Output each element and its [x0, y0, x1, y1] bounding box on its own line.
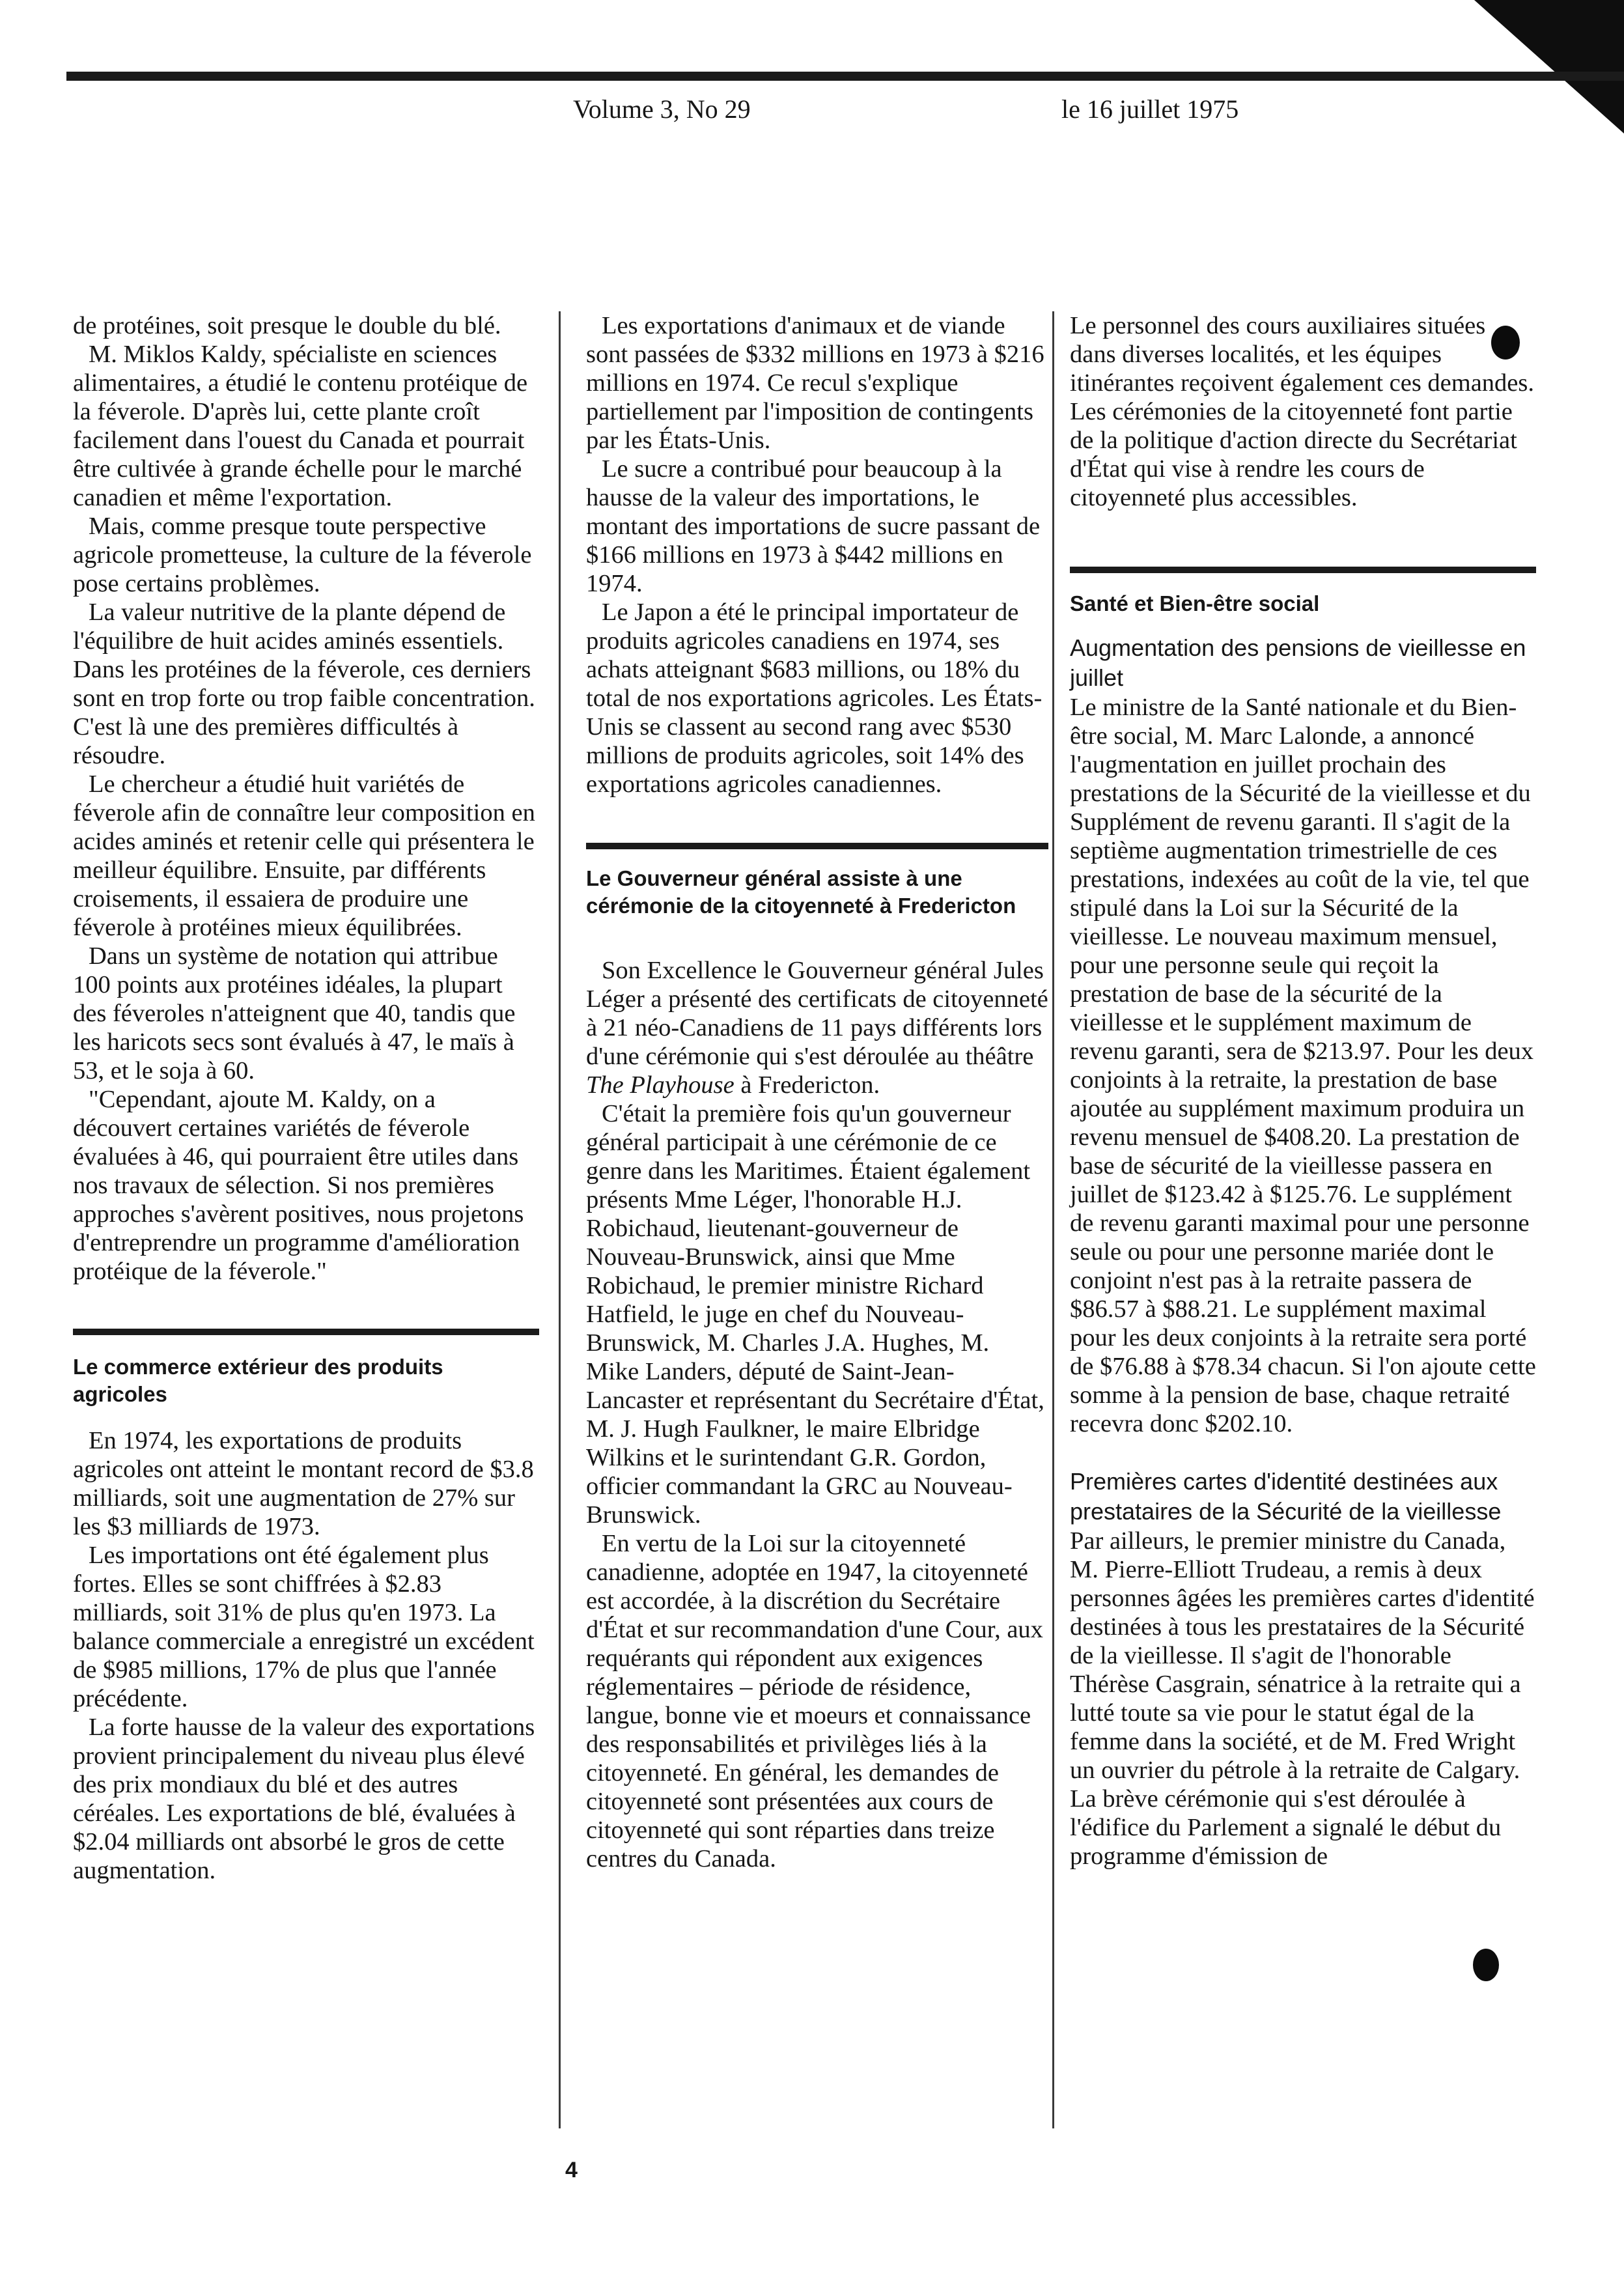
- subheading-cartes: Premières cartes d'identité destinées aux prestataires de la Sécurité de la vieillesse: [1070, 1468, 1502, 1525]
- paragraph: En 1974, les exportations de produits agricoles ont atteint le montant record de $3.8 milliards, soit une augmentation de 27% sur les $3 milliards de 1973.: [73, 1427, 534, 1540]
- section-rule: [73, 1329, 539, 1335]
- paragraph: La valeur nutritive de la plante dépend de l'équilibre de huit acides aminés essentiels. Dans les protéines de la féverole, ces derniers sont en trop forte ou trop faible concentration. C'est là une des premières difficultés à résoudre.: [73, 599, 535, 769]
- column-divider-1: [559, 311, 561, 2128]
- page-number: 4: [565, 2158, 578, 2182]
- paragraph: Le chercheur a étudié huit variétés de féverole afin de connaître leur composition en acides aminés et retenir celle qui présentera le meilleur équilibre. Ensuite, par différents croisements, il essaiera de produire une féverole à protéines mieux équilibrées.: [73, 770, 535, 941]
- article-heading-commerce: Le commerce extérieur des produits agricoles: [73, 1355, 443, 1406]
- subheading-pensions: Augmentation des pensions de vieillesse en juillet: [1070, 634, 1526, 691]
- ink-blot: [1491, 326, 1520, 360]
- text-run: à Fredericton.: [734, 1071, 880, 1099]
- paragraph: "Cependant, ajoute M. Kaldy, on a découvert certaines variétés de féverole évaluées à 46, qui pourraient être utiles dans nos travaux de sélection. Si nos premières approches s'avèrent positives, nous projetons d'entreprendre un programme d'amélioration protéique de la féverole.": [73, 1086, 524, 1285]
- column-3: [1070, 311, 1536, 1871]
- section-rule: [586, 843, 1048, 849]
- paragraph: [586, 956, 1048, 1099]
- paragraph: de protéines, soit presque le double du blé.: [73, 312, 501, 339]
- page-corner-tab: [1474, 0, 1624, 134]
- paragraph: Par ailleurs, le premier ministre du Canada, M. Pierre-Elliott Trudeau, a remis à deux personnes âgées les premières cartes d'identité destinées à tous les prestataires de la Sécurité de la vieillesse. Il s'agit de l'honorable Thérèse Casgrain, sénatrice à la retraite qui a lutté toute sa vie pour le statut égal de la femme dans la société, et de M. Fred Wright un ouvrier du pétrole à la retraite de Calgary. La brève cérémonie qui s'est déroulée à l'édifice du Parlement a signalé le début du programme d'émission de: [1070, 1527, 1535, 1870]
- paragraph: La forte hausse de la valeur des exportations provient principalement du niveau plus élevé des prix mondiaux du blé et des autres céréales. Les exportations de blé, évaluées à $2.04 milliards ont absorbé le gros de cette augmentation.: [73, 1714, 535, 1884]
- paragraph: Le sucre a contribué pour beaucoup à la hausse de la valeur des importations, le montant des importations de sucre passant de $166 millions en 1973 à $442 millions en 1974.: [586, 455, 1041, 597]
- ink-blot: [1473, 1949, 1499, 1981]
- paragraph: En vertu de la Loi sur la citoyenneté canadienne, adoptée en 1947, la citoyenneté est accordée, à la discrétion du Secrétaire d'État et sur recommandation d'une Cour, aux requérants qui répondent aux exigences réglementaires – période de résidence, langue, bonne vie et moeurs et connaissance des responsabilités et privilèges liés à la citoyenneté. En général, les demandes de citoyenneté sont présentées aux cours de citoyenneté qui sont réparties dans treize centres du Canada.: [586, 1530, 1043, 1872]
- paragraph: C'était la première fois qu'un gouverneur général participait à une cérémonie de ce genre dans les Maritimes. Étaient également présents Mme Léger, l'honorable H.J. Robichaud, lieutenant-gouverneur de Nouveau-Brunswick, ainsi que Mme Robichaud, le premier ministre Richard Hatfield, le juge en chef du Nouveau-Brunswick, M. Charles J.A. Hughes, M. Mike Landers, député de Saint-Jean-Lancaster et représentant du Secrétaire d'État, M. J. Hugh Faulkner, le maire Elbridge Wilkins et le surintendant G.R. Gordon, officier commandant la GRC au Nouveau-Brunswick.: [586, 1100, 1044, 1529]
- section-heading-sante: Santé et Bien-être social: [1070, 591, 1320, 615]
- paragraph: Les importations ont été également plus fortes. Elles se sont chiffrées à $2.83 milliards, soit 31% de plus qu'en 1973. La balance commerciale a enregistré un excédent de $985 millions, 17% de plus que l'année précédente.: [73, 1542, 535, 1712]
- paragraph: Mais, comme presque toute perspective agricole prometteuse, la culture de la féverole pose certains problèmes.: [73, 513, 532, 597]
- article-heading-gouverneur: Le Gouverneur général assiste à une cérémonie de la citoyenneté à Fredericton: [586, 866, 1016, 918]
- paragraph: Les exportations d'animaux et de viande sont passées de $332 millions en 1973 à $216 millions en 1974. Ce recul s'explique partiellement par l'imposition de contingents par les États-Unis.: [586, 312, 1044, 454]
- paragraph: Le personnel des cours auxiliaires situées dans diverses localités, et les équipes itinérantes reçoivent également ces demandes. Les cérémonies de la citoyenneté font partie de la politique d'action directe du Secrétariat d'État qui vise à rendre les cours de citoyenneté plus accessibles.: [1070, 312, 1535, 511]
- issue-date: le 16 juillet 1975: [1061, 94, 1239, 124]
- section-rule: [1070, 567, 1536, 573]
- paragraph: Le ministre de la Santé nationale et du Bien-être social, M. Marc Lalonde, a annoncé l'augmentation en juillet prochain des prestations de la Sécurité de la vieillesse et du Supplément de revenu garanti. Il s'agit de la septième augmentation trimestrielle de ces prestations, indexées au coût de la vie, tel que stipulé dans la Loi sur la Sécurité de la vieillesse. Le nouveau maximum mensuel, pour une personne seule qui reçoit la prestation de base de la sécurité de la vieillesse et le supplément maximum de revenu garanti, sera de $213.97. Pour les deux conjoints à la retraite, la prestation de base ajoutée au supplément maximum produira un revenu mensuel de $408.20. La prestation de base de sécurité de la vieillesse passera en juillet de $123.42 à $125.76. Le supplément de revenu garanti maximal pour une personne seule ou pour une personne mariée dont le conjoint n'est pas à la retraite passera de $86.57 à $88.21. Le supplément maximal pour les deux conjoints à la retraite sera porté de $76.88 à $78.34 chacun. Si l'on ajoute cette somme à la pension de base, chaque retraité recevra donc $202.10.: [1070, 694, 1536, 1437]
- paragraph: M. Miklos Kaldy, spécialiste en sciences alimentaires, a étudié le contenu protéique de la féverole. D'après lui, cette plante croît facilement dans l'ouest du Canada et pourrait être cultivée à grande échelle pour le marché canadien et même l'exportation.: [73, 341, 528, 511]
- issue-volume: Volume 3, No 29: [573, 94, 751, 124]
- theatre-name: The Playhouse: [586, 1071, 735, 1099]
- text-run: Son Excellence le Gouverneur général Jules Léger a présenté des certificats de citoyenneté à 21 néo-Canadiens de 11 pays différents lors d'une cérémonie qui s'est déroulée au théâtre: [586, 957, 1048, 1070]
- column-divider-2: [1052, 311, 1054, 2128]
- column-1: [73, 311, 539, 1885]
- paragraph: Le Japon a été le principal importateur de produits agricoles canadiens en 1974, ses achats atteignant $683 millions, ou 18% du total de nos exportations agricoles. Les États-Unis se classent au second rang avec $530 millions de produits agricoles, soit 14% des exportations agricoles canadiennes.: [586, 599, 1043, 798]
- paragraph: Dans un système de notation qui attribue 100 points aux protéines idéales, la plupart des féveroles n'atteignent que 40, tandis que les haricots secs sont évalués à 47, le maïs à 53, et le soja à 60.: [73, 942, 516, 1084]
- column-2: [586, 311, 1048, 1873]
- header-rule: [66, 72, 1624, 81]
